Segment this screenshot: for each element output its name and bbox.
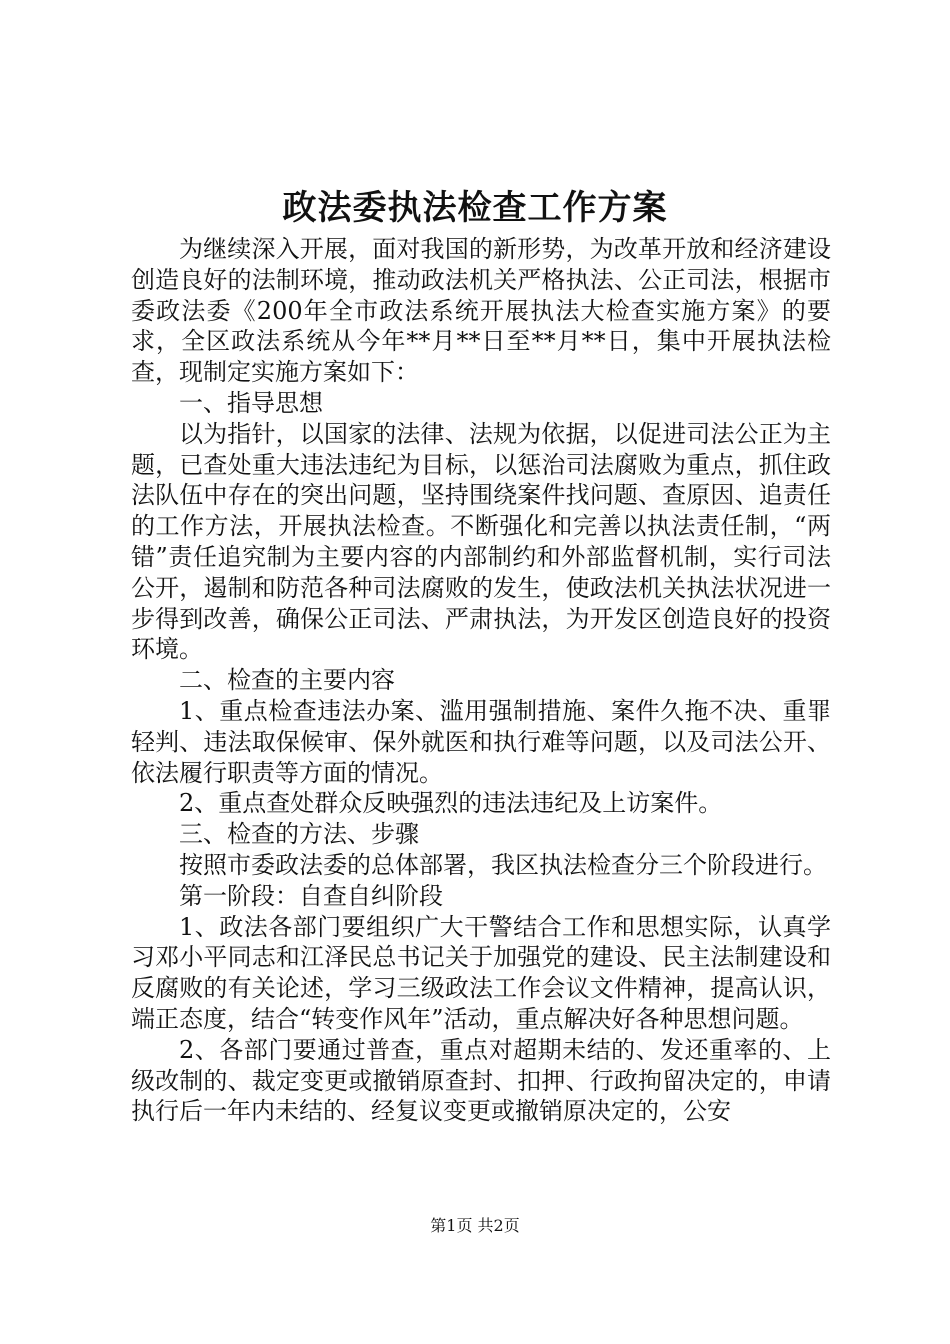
paragraph-content-item-1: 1、重点检查违法办案、滥用强制措施、案件久拖不决、重罪轻判、违法取保候审、保外就医和执行难等问题，以及司法公开、依法履行职责等方面的情况。	[131, 696, 831, 787]
stage-heading-self-check: 第一阶段：自查自纠阶段	[179, 881, 443, 910]
paragraph-methods-intro: 按照市委政法委的总体部署，我区执法检查分三个阶段进行。	[179, 850, 827, 879]
page-footer: 第1页 共2页	[430, 1216, 520, 1235]
document-title: 政法委执法检查工作方案	[282, 188, 668, 228]
paragraph-guiding-ideology: 以为指针，以国家的法律、法规为依据，以促进司法公正为主题，已查处重大违法违纪为目标，以惩治司法腐败为重点，抓住政法队伍中存在的突出问题，坚持围绕案件找问题、查原因、追责任的工作方法，开展执法检查。不断强化和完善以执法责任制，“两错”责任追究制为主要内容的内部制约和外部监督机制，实行司法公开，遏制和防范各种司法腐败的发生，使政法机关执法状况进一步得到改善，确保公正司法、严肃执法，为开发区创造良好的投资环境。	[131, 419, 831, 664]
paragraph-content-item-2: 2、重点查处群众反映强烈的违法违纪及上访案件。	[179, 789, 723, 818]
paragraph-intro: 为继续深入开展，面对我国的新形势，为改革开放和经济建设创造良好的法制环境，推动政法机关严格执法、公正司法，根据市委政法委《200年全市政法系统开展执法大检查实施方案》的要求，全区政法系统从今年**月**日至**月**日，集中开展执法检查，现制定实施方案如下：	[131, 235, 831, 387]
paragraph-stage-item-1: 1、政法各部门要组织广大干警结合工作和思想实际，认真学习邓小平同志和江泽民总书记关于加强党的建设、民主法制建设和反腐败的有关论述，学习三级政法工作会议文件精神，提高认识，端正态度，结合“转变作风年”活动，重点解决好各种思想问题。	[131, 912, 831, 1033]
section-heading-methods-steps: 三、检查的方法、步骤	[179, 820, 419, 849]
section-heading-main-content: 二、检查的主要内容	[179, 666, 395, 695]
section-heading-guiding-ideology: 一、指导思想	[179, 388, 323, 417]
paragraph-stage-item-2: 2、各部门要通过普查，重点对超期未结的、发还重率的、上级改制的、裁定变更或撤销原查封、扣押、行政拘留决定的，申请执行后一年内未结的、经复议变更或撤销原决定的，公安	[131, 1035, 831, 1126]
document-body	[131, 234, 831, 1127]
